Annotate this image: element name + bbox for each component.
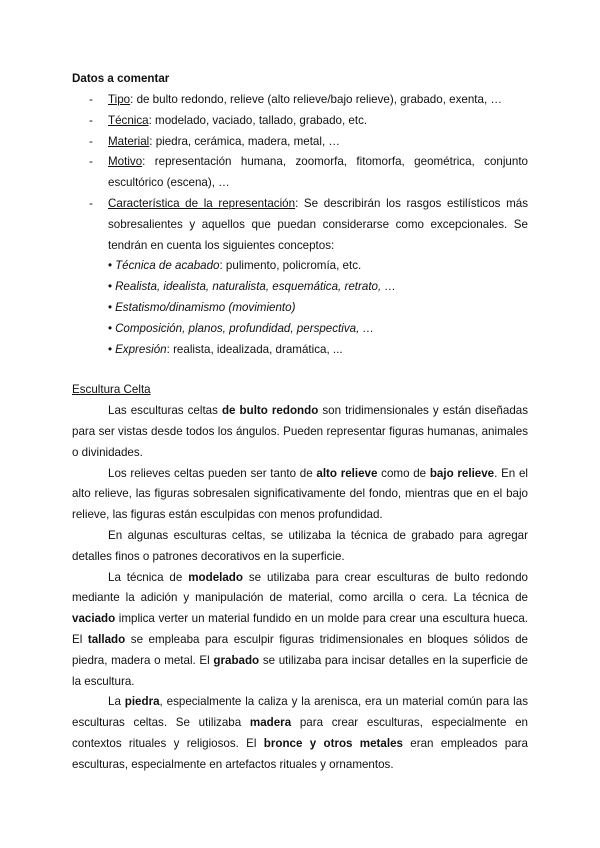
bold-term: bajo relieve: [429, 466, 495, 480]
bullet-icon: •: [108, 259, 113, 273]
item-label: Característica de la representación: [108, 196, 296, 210]
datos-title: Datos a comentar: [72, 72, 170, 85]
bold-term: bronce y otros metales: [263, 736, 403, 750]
concept-text: : realista, idealizada, dramática, ...: [166, 342, 343, 356]
concept-item: [108, 319, 528, 340]
item-label: Técnica: [108, 113, 149, 127]
concept-item: [108, 256, 528, 277]
item-text: : piedra, cerámica, madera, metal, …: [149, 134, 340, 148]
item-label: Tipo: [108, 93, 131, 106]
bullet-icon: •: [108, 321, 113, 335]
text-run: implica verter un material fundido en un molde para crear una escultura hueca. El: [72, 612, 528, 646]
paragraph: [72, 526, 528, 568]
concept-text: : pulimento, policromía, etc.: [219, 259, 362, 273]
text-run: En algunas esculturas celtas, se utilizaba la técnica de grabado para agregar detalles finos o patrones decorativos en la superficie.: [72, 528, 528, 563]
list-item: [72, 152, 528, 194]
concept-item: [108, 277, 528, 298]
concept-item: [108, 298, 528, 319]
text-run: La técnica de: [108, 570, 189, 584]
bold-term: alto relieve: [316, 466, 378, 480]
text-run: se utilizaba para crear esculturas de bulto redondo mediante la adición y manipulación de material, como arcilla o cera. La técnica de: [72, 570, 528, 605]
text-run: para crear esculturas, especialmente en contextos rituales y religiosos. El: [72, 716, 528, 750]
bold-term: piedra: [124, 695, 160, 709]
list-item: [72, 111, 528, 132]
concept-item: [108, 340, 528, 361]
concept-term: Técnica de acabado: [115, 259, 220, 273]
list-item: [72, 132, 528, 153]
item-label: Motivo: [108, 155, 143, 169]
celta-title: Escultura Celta: [72, 383, 151, 397]
concept-term: Composición, planos, profundidad, perspectiva, …: [115, 321, 375, 335]
list-item: [72, 194, 528, 360]
item-text: : de bulto redondo, relieve (alto relieve/bajo relieve), grabado, exenta, …: [130, 93, 502, 106]
text-run: Las esculturas celtas: [108, 404, 222, 418]
paragraph: [72, 401, 528, 463]
list-item: [72, 90, 528, 111]
paragraph: [72, 692, 528, 775]
text-run: se empleaba para esculpir figuras tridimensionales en bloques sólidos de piedra, madera o metal. El: [72, 632, 529, 667]
paragraph: [72, 568, 528, 693]
text-run: son tridimensionales y están diseñadas para ser vistas desde todos los ángulos. Pueden representar figuras humanas, animales o divinidades.: [72, 404, 529, 459]
text-run: se utilizaba para incisar detalles en la superficie de la escultura.: [72, 653, 528, 688]
concept-term: Expresión: [115, 342, 167, 356]
bullet-icon: •: [108, 280, 113, 294]
text-run: eran empleados para esculturas, especialmente en artefactos rituales y ornamentos.: [72, 736, 528, 771]
bold-term: de bulto redondo: [221, 404, 319, 418]
text-run: , especialmente la caliza y la arenisca, era un material común para las esculturas celtas. Se utilizaba: [72, 695, 528, 730]
text-run: . En el alto relieve, las figuras sobresalen significativamente del fondo, mientras que en el bajo relieve, las figuras están esculpidas con menos profundidad.: [72, 466, 528, 522]
bold-term: tallado: [87, 632, 126, 646]
paragraph: [72, 464, 528, 526]
item-text: : representación humana, zoomorfa, fitomorfa, geométrica, conjunto escultórico (escena), …: [108, 155, 528, 190]
bold-term: vaciado: [72, 612, 116, 626]
bullet-icon: •: [108, 342, 113, 356]
concept-term: Realista, idealista, naturalista, esquemática, retrato, …: [115, 280, 397, 294]
item-text: : Se describirán los rasgos estilísticos más sobresalientes y aquellos que puedan considerarse como excepcionales. Se tendrán en cuenta los siguientes conceptos:: [108, 196, 529, 252]
item-label: Material: [108, 134, 150, 148]
datos-list: [72, 90, 528, 360]
text-run: La: [108, 695, 125, 709]
bold-term: grabado: [213, 653, 260, 667]
bold-term: madera: [249, 716, 292, 730]
bold-term: modelado: [188, 570, 243, 584]
item-text: : modelado, vaciado, tallado, grabado, etc.: [148, 113, 368, 127]
bullet-icon: •: [108, 300, 113, 314]
concept-term: Estatismo/dinamismo (movimiento): [115, 300, 296, 314]
text-run: Los relieves celtas pueden ser tanto de: [108, 466, 317, 480]
text-run: como de: [377, 466, 430, 480]
spacer: [72, 360, 528, 380]
